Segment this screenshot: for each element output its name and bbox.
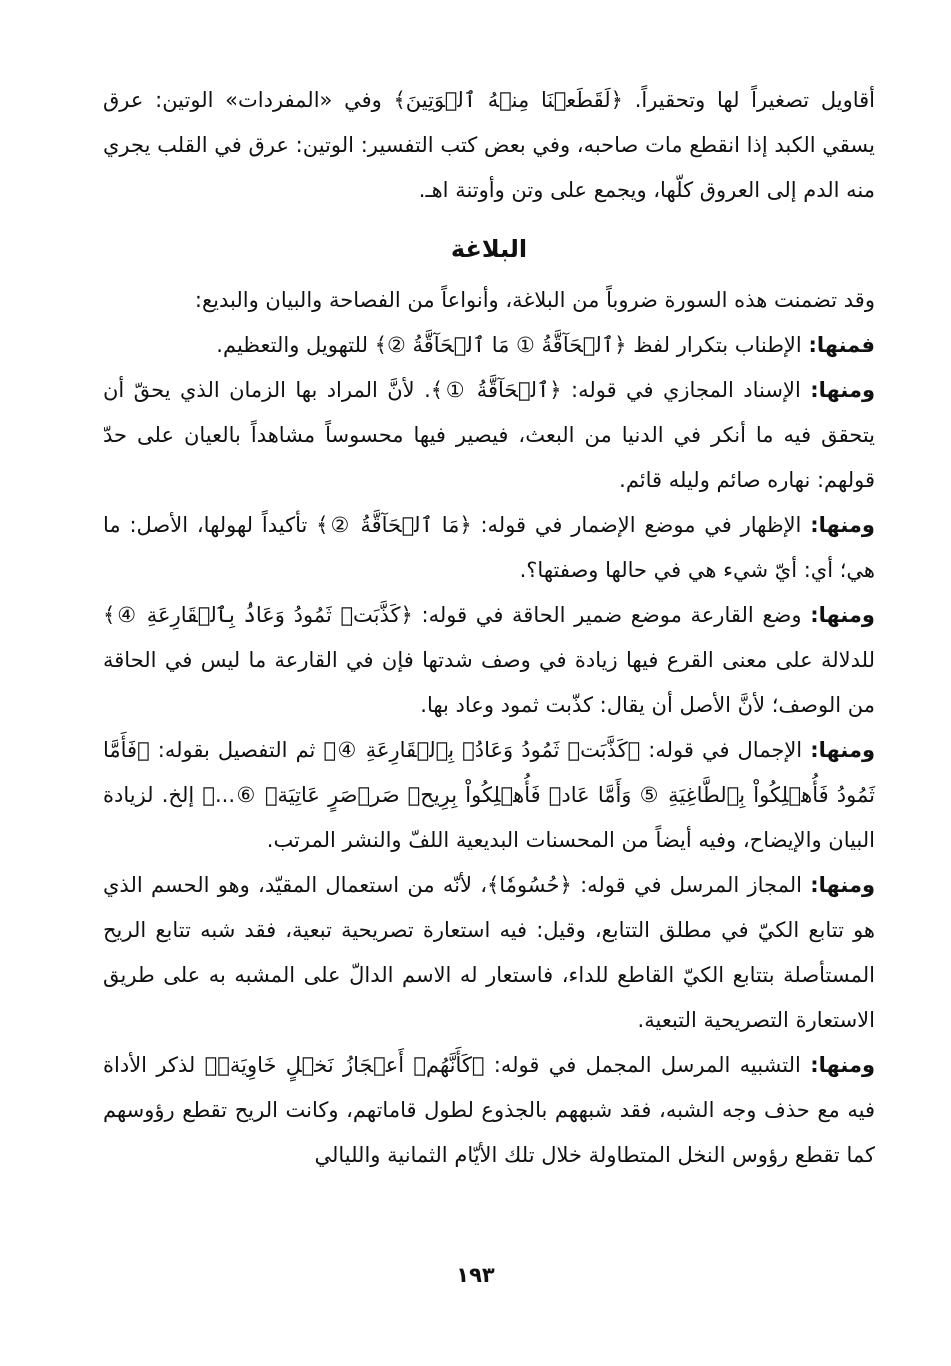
item-lead: ومنها: (810, 873, 875, 897)
rhetoric-item-1 (103, 323, 875, 368)
section-opening-paragraph: وقد تضمنت هذه السورة ضروباً من البلاغة، وأنواعاً من الفصاحة والبيان والبديع: (194, 288, 875, 312)
item-text: التشبيه المرسل المجمل في قوله: ﴿كَأَنَّهُمۡ أَعۡجَازُ نَخۡلٍ خَاوِيَةٖ﴾ لذكر الأداة فيه مع حذف وجه الشبه، فقد شبههم بالجذوع لطول قاماتهم، وكانت الريح تقطع رؤوسهم كما تقطع رؤوس النخل المتطاولة خلال تلك الأيّام الثمانية والليالي (103, 1053, 875, 1167)
intro-paragraph: أقاويل تصغيراً لها وتحقيراً. ﴿لَقَطَعۡنَا مِنۡهُ ٱلۡوَتِينَ﴾ وفي «المفردات» الوتين: عرق يسقي الكبد إذا انقطع مات صاحبه، وفي بعض كتب التفسير: الوتين: عرق في القلب يجري منه الدم إلى العروق كلّها، ويجمع على وتن وأوتنة اهـ. (103, 88, 875, 202)
page-number: ١٩٣ (456, 1263, 495, 1287)
item-lead: ومنها: (810, 738, 875, 762)
item-lead: ومنها: (810, 513, 875, 537)
rhetoric-item-4 (103, 593, 875, 728)
item-text: المجاز المرسل في قوله: ﴿حُسُومٗا﴾، لأنّه من استعمال المقيّد، وهو الحسم الذي هو تتابع الكيّ في مطلق التتابع، وقيل: فيه استعارة تصريحية تبعية، فقد شبه تتابع الريح المستأصلة بتتابع الكيّ القاطع للداء، فاستعار له الاسم الدالّ على المشبه به على طريق الاستعارة التصريحية التبعية. (103, 873, 875, 1032)
item-lead: ومنها: (810, 1053, 875, 1077)
page-body (103, 78, 875, 1178)
item-text: الإظهار في موضع الإضمار في قوله: ﴿مَا ٱلۡحَآقَّةُ ②﴾ تأكيداً لهولها، الأصل: ما هي؛ أي: أيّ شيء هي في حالها وصفتها؟. (103, 513, 875, 582)
item-text: الإطناب بتكرار لفظ ﴿ٱلۡحَآقَّةُ ① مَا ٱلۡحَآقَّةُ ②﴾ للتهويل والتعظيم. (216, 333, 802, 357)
rhetoric-item-3 (103, 503, 875, 593)
rhetoric-item-5 (103, 728, 875, 863)
rhetoric-item-6 (103, 863, 875, 1043)
item-lead: ومنها: (810, 603, 875, 627)
section-heading: البلاغة (450, 235, 528, 263)
item-text: الإجمال في قوله: ﴿كَذَّبَتۡ ثَمُودُ وَعَادُۢ بِٱلۡقَارِعَةِ ④﴾ ثم التفصيل بقوله: ﴿فَأَمَّا ثَمُودُ فَأُهۡلِكُواْ بِٱلطَّاغِيَةِ ⑤ وَأَمَّا عَادٞ فَأُهۡلِكُواْ بِرِيحٖ صَرۡصَرٍ عَاتِيَةٖ ⑥...﴾ إلخ. لزيادة البيان والإيضاح، وفيه أيضاً من المحسنات البديعية اللفّ والنشر المرتب. (103, 738, 875, 852)
rhetoric-item-2 (103, 368, 875, 503)
item-lead: ومنها: (810, 378, 875, 402)
item-text: وضع القارعة موضع ضمير الحاقة في قوله: ﴿كَذَّبَتۡ ثَمُودُ وَعَادُۢ بِٱلۡقَارِعَةِ ④﴾ للدلالة على معنى القرع فيها زيادة في وصف شدتها فإن في القارعة ما ليس في الحاقة من الوصف؛ لأنَّ الأصل أن يقال: كذّبت ثمود وعاد بها. (103, 603, 875, 717)
rhetoric-item-7 (103, 1043, 875, 1178)
item-text: الإسناد المجازي في قوله: ﴿ٱلۡحَآقَّةُ ①﴾. لأنَّ المراد بها الزمان الذي يحقّ أن يتحقق فيه ما أنكر في الدنيا من البعث، فيصير فيها محسوساً مشاهداً بالعيان على حدّ قولهم: نهاره صائم وليله قائم. (103, 378, 875, 492)
item-lead: فمنها: (808, 333, 875, 357)
